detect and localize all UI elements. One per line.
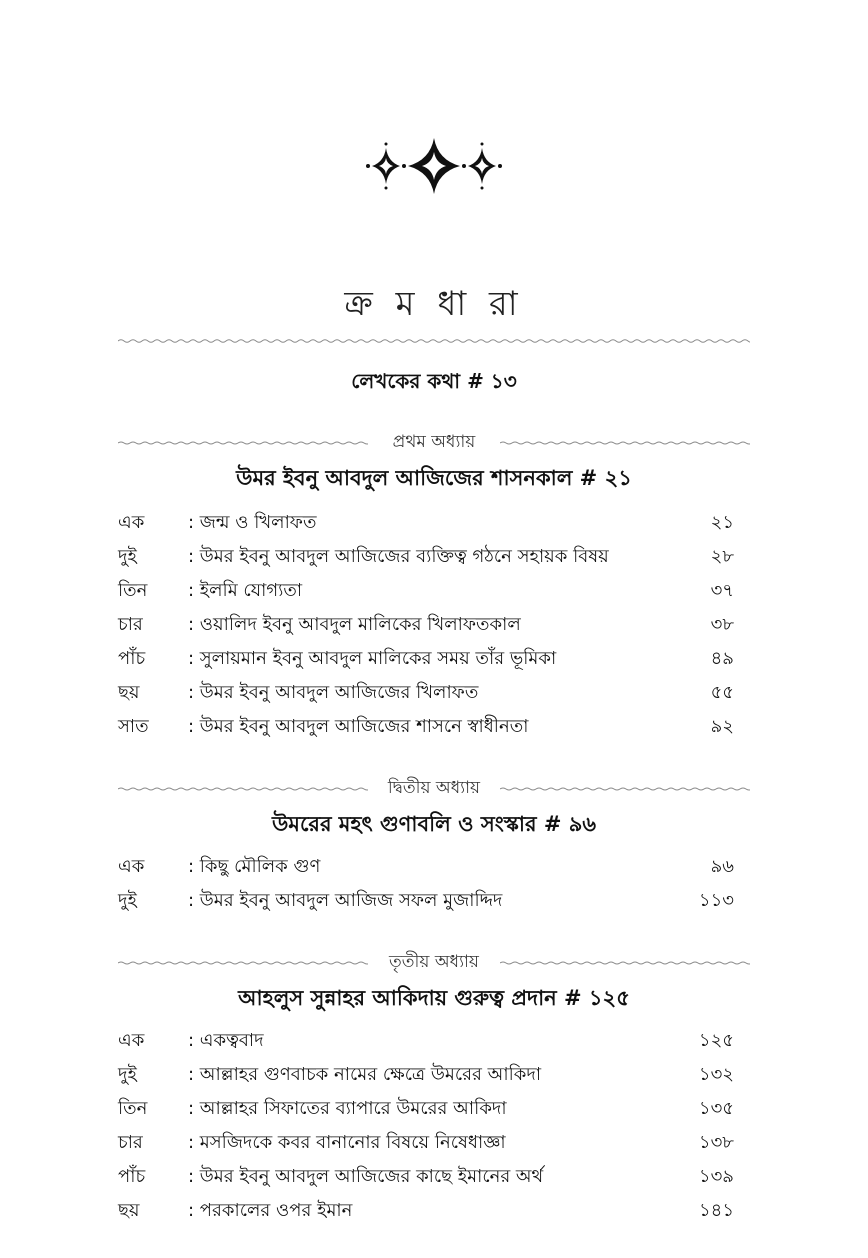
toc-entry[interactable] [118, 884, 734, 918]
chapter-3-title[interactable]: আহলুস সুন্নাহর আকিদায় গুরুত্ব প্রদান # ১২৫ [238, 986, 630, 1010]
entry-page: ২৮ [710, 546, 734, 567]
entry-title: : পরকালের ওপর ইমান [188, 1200, 353, 1221]
entry-page: ১১৩ [698, 890, 734, 911]
toc-entry[interactable] [118, 1058, 734, 1092]
toc-entry[interactable] [118, 608, 734, 642]
toc-entry[interactable] [118, 1194, 734, 1228]
entry-page: ১৩৮ [698, 1132, 734, 1153]
entry-page: ১৪১ [698, 1200, 734, 1221]
entry-title: : সুলায়মান ইবনু আবদুল মালিকের সময় তাঁর ভূমিকা [188, 648, 557, 669]
toc-entry[interactable] [118, 710, 734, 744]
entry-title: : উমর ইবনু আবদুল আজিজের কাছে ইমানের অর্থ [188, 1166, 544, 1187]
chapter-1-label: প্রথম অধ্যায় [392, 432, 476, 452]
entry-page: ৯২ [710, 716, 734, 737]
entry-page: ১৩৯ [698, 1166, 734, 1187]
title-divider [118, 337, 750, 345]
chapter-1-title[interactable]: উমর ইবনু আবদুল আজিজের শাসনকাল # ২১ [236, 466, 632, 490]
toc-entry[interactable] [118, 676, 734, 710]
chapter-2-label: দ্বিতীয় অধ্যায় [387, 778, 481, 798]
entry-title: : উমর ইবনু আবদুল আজিজ সফল মুজাদ্দিদ [188, 890, 503, 911]
entry-number: এক [118, 512, 145, 533]
entry-page: ৩৮ [710, 614, 734, 635]
entry-number: পাঁচ [118, 648, 146, 669]
chapter-2-label-row [118, 776, 750, 800]
entry-title: : ওয়ালিদ ইবনু আবদুল মালিকের খিলাফতকাল [188, 614, 521, 635]
entry-number: দুই [118, 1064, 137, 1085]
entry-number: এক [118, 1030, 145, 1051]
toc-entry[interactable] [118, 642, 734, 676]
toc-entry[interactable] [118, 540, 734, 574]
entry-number: চার [118, 614, 143, 635]
entry-title: : উমর ইবনু আবদুল আজিজের ব্যক্তিত্ব গঠনে সহায়ক বিষয় [188, 546, 609, 567]
entry-page: ৩৭ [710, 580, 734, 601]
entry-number: সাত [118, 716, 149, 737]
divider-right [500, 960, 750, 966]
toc-entry-author-note[interactable]: লেখকের কথা # ১৩ [351, 369, 517, 393]
entry-page: ১৩৫ [698, 1098, 734, 1119]
toc-entry[interactable] [118, 506, 734, 540]
entry-title: : উমর ইবনু আবদুল আজিজের খিলাফত [188, 682, 479, 703]
toc-entry[interactable] [118, 1092, 734, 1126]
toc-entry[interactable] [118, 574, 734, 608]
toc-title: ক্র ম ধা রা [344, 284, 524, 324]
star-ornament-icon [364, 134, 504, 198]
entry-number: ছয় [118, 682, 140, 703]
chapter-3-label: তৃতীয় অধ্যায় [389, 952, 479, 972]
entry-number: তিন [118, 1098, 148, 1119]
entry-page: ২১ [710, 512, 734, 533]
entry-title: : আল্লাহর সিফাতের ব্যাপারে উমরের আকিদা [188, 1098, 507, 1119]
entry-number: চার [118, 1132, 143, 1153]
toc-entry[interactable] [118, 1024, 734, 1058]
entry-page: ৯৬ [710, 856, 734, 877]
entry-number: দুই [118, 890, 137, 911]
chapter-1-label-row [118, 430, 750, 454]
divider-right [500, 786, 750, 792]
entry-page: ১২৫ [698, 1030, 734, 1051]
entry-title: : একত্ববাদ [188, 1030, 264, 1051]
entry-number: এক [118, 856, 145, 877]
entry-title: : উমর ইবনু আবদুল আজিজের শাসনে স্বাধীনতা [188, 716, 529, 737]
entry-title: : মসজিদকে কবর বানানোর বিষয়ে নিষেধাজ্ঞা [188, 1132, 506, 1153]
toc-entry[interactable] [118, 850, 734, 884]
entry-title: : আল্লাহর গুণবাচক নামের ক্ষেত্রে উমরের আকিদা [188, 1064, 542, 1085]
chapter-3-label-row [118, 950, 750, 974]
entry-page: ৪৯ [710, 648, 734, 669]
entry-title: : কিছু মৌলিক গুণ [188, 856, 321, 877]
entry-title: : জন্ম ও খিলাফত [188, 512, 317, 533]
toc-entry[interactable] [118, 1126, 734, 1160]
entry-page: ৫৫ [710, 682, 734, 703]
entry-page: ১৩২ [698, 1064, 734, 1085]
entry-number: দুই [118, 546, 137, 567]
entry-title: : ইলমি যোগ্যতা [188, 580, 303, 601]
entry-number: ছয় [118, 1200, 140, 1221]
chapter-2-title[interactable]: উমরের মহৎ গুণাবলি ও সংস্কার # ৯৬ [271, 812, 597, 836]
toc-entry[interactable] [118, 1160, 734, 1194]
divider-right [500, 440, 750, 446]
entry-number: পাঁচ [118, 1166, 146, 1187]
entry-number: তিন [118, 580, 148, 601]
